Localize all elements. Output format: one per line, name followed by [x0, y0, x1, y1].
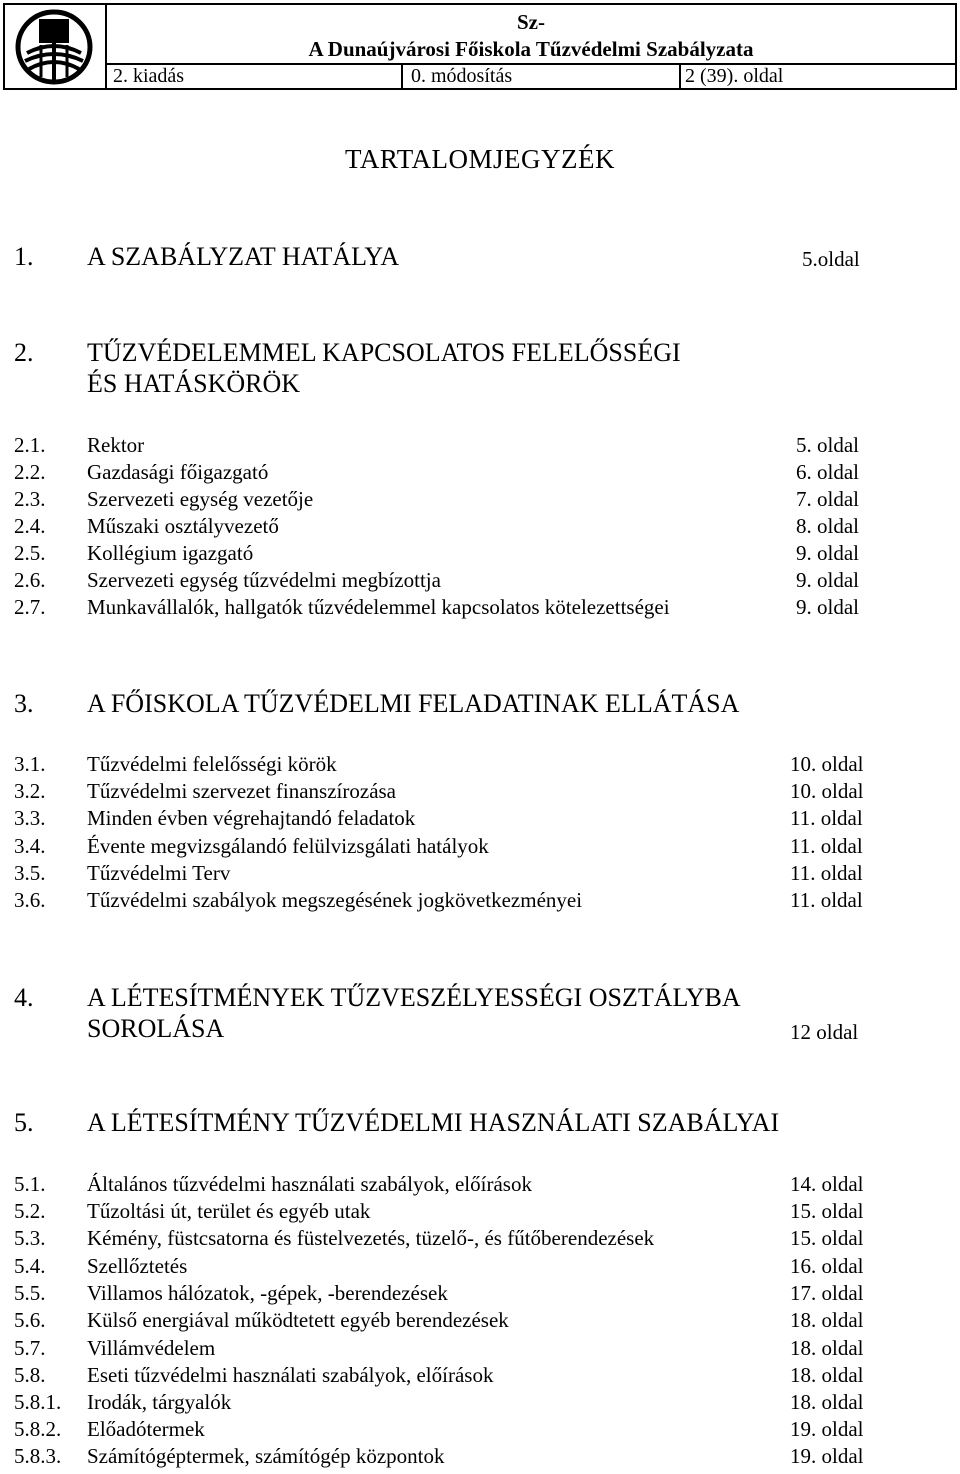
item-page: 14. oldal	[790, 1172, 864, 1196]
item-title: Kollégium igazgató	[87, 541, 254, 565]
item-number: 5.4.	[14, 1254, 46, 1278]
item-title: Műszaki osztályvezető	[87, 514, 279, 538]
header-code: Sz-	[517, 10, 545, 34]
item-number: 3.2.	[14, 779, 46, 803]
item-page: 11. oldal	[790, 888, 863, 912]
item-title: Szellőztetés	[87, 1254, 188, 1278]
item-number: 2.1.	[14, 433, 46, 457]
item-title: Minden évben végrehajtandó feladatok	[87, 806, 416, 830]
item-number: 3.4.	[14, 834, 46, 858]
item-title: Számítógéptermek, számítógép központok	[87, 1444, 445, 1468]
document-header	[3, 3, 957, 90]
item-number: 5.8.	[14, 1363, 46, 1387]
header-title-row	[107, 5, 955, 65]
item-title: Szervezeti egység tűzvédelmi megbízottja	[87, 568, 441, 592]
item-number: 5.8.3.	[14, 1444, 62, 1468]
toc-item	[14, 432, 874, 459]
toc-item	[14, 860, 874, 887]
item-page: 18. oldal	[790, 1308, 864, 1332]
section-number: 2.	[14, 338, 34, 367]
item-title: Általános tűzvédelmi használati szabályok, előírások	[87, 1172, 532, 1196]
toc-item	[14, 1225, 874, 1252]
item-page: 5. oldal	[796, 433, 859, 457]
section-title-line2: ÉS HATÁSKÖRÖK	[87, 369, 301, 398]
item-title: Tűzoltási út, terület és egyéb utak	[87, 1199, 371, 1223]
item-page: 17. oldal	[790, 1281, 864, 1305]
item-number: 5.3.	[14, 1226, 46, 1250]
toc-item	[14, 1389, 874, 1416]
item-number: 3.5.	[14, 861, 46, 885]
section-number: 1.	[14, 242, 34, 271]
section-page: 12 oldal	[790, 1020, 859, 1044]
toc-item	[14, 1198, 874, 1225]
toc-item	[14, 513, 874, 540]
item-title: Eseti tűzvédelmi használati szabályok, előírások	[87, 1363, 494, 1387]
section-number: 4.	[14, 983, 34, 1012]
item-page: 18. oldal	[790, 1390, 864, 1414]
item-page: 15. oldal	[790, 1226, 864, 1250]
toc-item	[14, 1307, 874, 1334]
item-number: 5.8.1.	[14, 1390, 62, 1414]
item-title: Tűzvédelmi szabályok megszegésének jogkövetkezményei	[87, 888, 583, 912]
item-page: 18. oldal	[790, 1363, 864, 1387]
page-cell: 2 (39). oldal	[685, 65, 784, 87]
item-number: 5.8.2.	[14, 1417, 62, 1441]
item-number: 2.6.	[14, 568, 46, 592]
item-page: 18. oldal	[790, 1336, 864, 1360]
item-number: 2.4.	[14, 514, 46, 538]
toc-item	[14, 833, 874, 860]
header-title: A Dunaújvárosi Főiskola Tűzvédelmi Szabályzata	[308, 37, 754, 61]
college-logo-icon	[13, 9, 95, 85]
section-number: 3.	[14, 689, 34, 718]
page-title: TARTALOMJEGYZÉK	[344, 144, 616, 174]
item-number: 3.3.	[14, 806, 46, 830]
toc-section-2	[14, 338, 874, 400]
item-title: Irodák, tárgyalók	[87, 1390, 232, 1414]
item-number: 3.1.	[14, 752, 46, 776]
item-title: Villamos hálózatok, -gépek, -berendezések	[87, 1281, 448, 1305]
toc-item	[14, 751, 874, 778]
toc-item	[14, 887, 874, 914]
edition-cell: 2. kiadás	[107, 65, 403, 88]
item-title: Előadótermek	[87, 1417, 205, 1441]
header-info-row	[107, 65, 955, 88]
toc-item	[14, 594, 874, 621]
item-number: 2.3.	[14, 487, 46, 511]
item-number: 5.6.	[14, 1308, 46, 1332]
item-title: Évente megvizsgálandó felülvizsgálati hatályok	[87, 834, 489, 858]
item-page: 6. oldal	[796, 460, 859, 484]
section-title: TŰZVÉDELEMMEL KAPCSOLATOS FELELŐSSÉGI	[87, 338, 681, 367]
item-page: 11. oldal	[790, 806, 863, 830]
item-title: Tűzvédelmi felelősségi körök	[87, 752, 337, 776]
toc-item	[14, 567, 874, 594]
item-page: 10. oldal	[790, 752, 864, 776]
toc-item	[14, 459, 874, 486]
item-title: Gazdasági főigazgató	[87, 460, 269, 484]
item-title: Külső energiával működtetett egyéb berendezések	[87, 1308, 509, 1332]
toc-item	[14, 1443, 874, 1470]
section-title: A LÉTESÍTMÉNY TŰZVÉDELMI HASZNÁLATI SZABÁLYAI	[87, 1108, 780, 1137]
item-title: Munkavállalók, hallgatók tűzvédelemmel kapcsolatos kötelezettségei	[87, 595, 670, 619]
toc-section-4	[14, 983, 874, 1045]
toc-item	[14, 1171, 874, 1198]
item-number: 2.2.	[14, 460, 46, 484]
item-title: Tűzvédelmi szervezet finanszírozása	[87, 779, 397, 803]
item-page: 8. oldal	[796, 514, 859, 538]
item-page: 11. oldal	[790, 834, 863, 858]
toc-item	[14, 1280, 874, 1307]
item-number: 2.5.	[14, 541, 46, 565]
item-page: 7. oldal	[796, 487, 859, 511]
item-title: Szervezeti egység vezetője	[87, 487, 314, 511]
item-page: 19. oldal	[790, 1444, 864, 1468]
logo-cell	[5, 5, 107, 88]
toc-item	[14, 1253, 874, 1280]
section-number: 5.	[14, 1108, 34, 1137]
toc-item	[14, 486, 874, 513]
section-page: 5.oldal	[802, 247, 860, 271]
item-page: 19. oldal	[790, 1417, 864, 1441]
item-title: Rektor	[87, 433, 145, 457]
item-page: 15. oldal	[790, 1199, 864, 1223]
item-number: 5.5.	[14, 1281, 46, 1305]
item-page: 11. oldal	[790, 861, 863, 885]
item-page: 16. oldal	[790, 1254, 864, 1278]
toc-item	[14, 1362, 874, 1389]
toc-item	[14, 805, 874, 832]
item-number: 3.6.	[14, 888, 46, 912]
modification-cell: 0. módosítás	[403, 65, 681, 88]
item-number: 2.7.	[14, 595, 46, 619]
item-title: Kémény, füstcsatorna és füstelvezetés, tüzelő-, és fűtőberendezések	[87, 1226, 655, 1250]
item-title: Villámvédelem	[87, 1336, 216, 1360]
item-page: 9. oldal	[796, 595, 859, 619]
section-title: A FŐISKOLA TŰZVÉDELMI FELADATINAK ELLÁTÁSA	[87, 689, 740, 718]
toc-item	[14, 1416, 874, 1443]
item-number: 5.1.	[14, 1172, 46, 1196]
item-page: 10. oldal	[790, 779, 864, 803]
item-page: 9. oldal	[796, 568, 859, 592]
section-title-line2: SOROLÁSA	[87, 1014, 225, 1043]
item-title: Tűzvédelmi Terv	[87, 861, 231, 885]
toc-item	[14, 778, 874, 805]
item-number: 5.7.	[14, 1336, 46, 1360]
item-number: 5.2.	[14, 1199, 46, 1223]
toc-item	[14, 540, 874, 567]
section-title: A SZABÁLYZAT HATÁLYA	[87, 242, 400, 271]
toc-item	[14, 1335, 874, 1362]
section-title: A LÉTESÍTMÉNYEK TŰZVESZÉLYESSÉGI OSZTÁLYBA	[87, 983, 741, 1012]
item-page: 9. oldal	[796, 541, 859, 565]
